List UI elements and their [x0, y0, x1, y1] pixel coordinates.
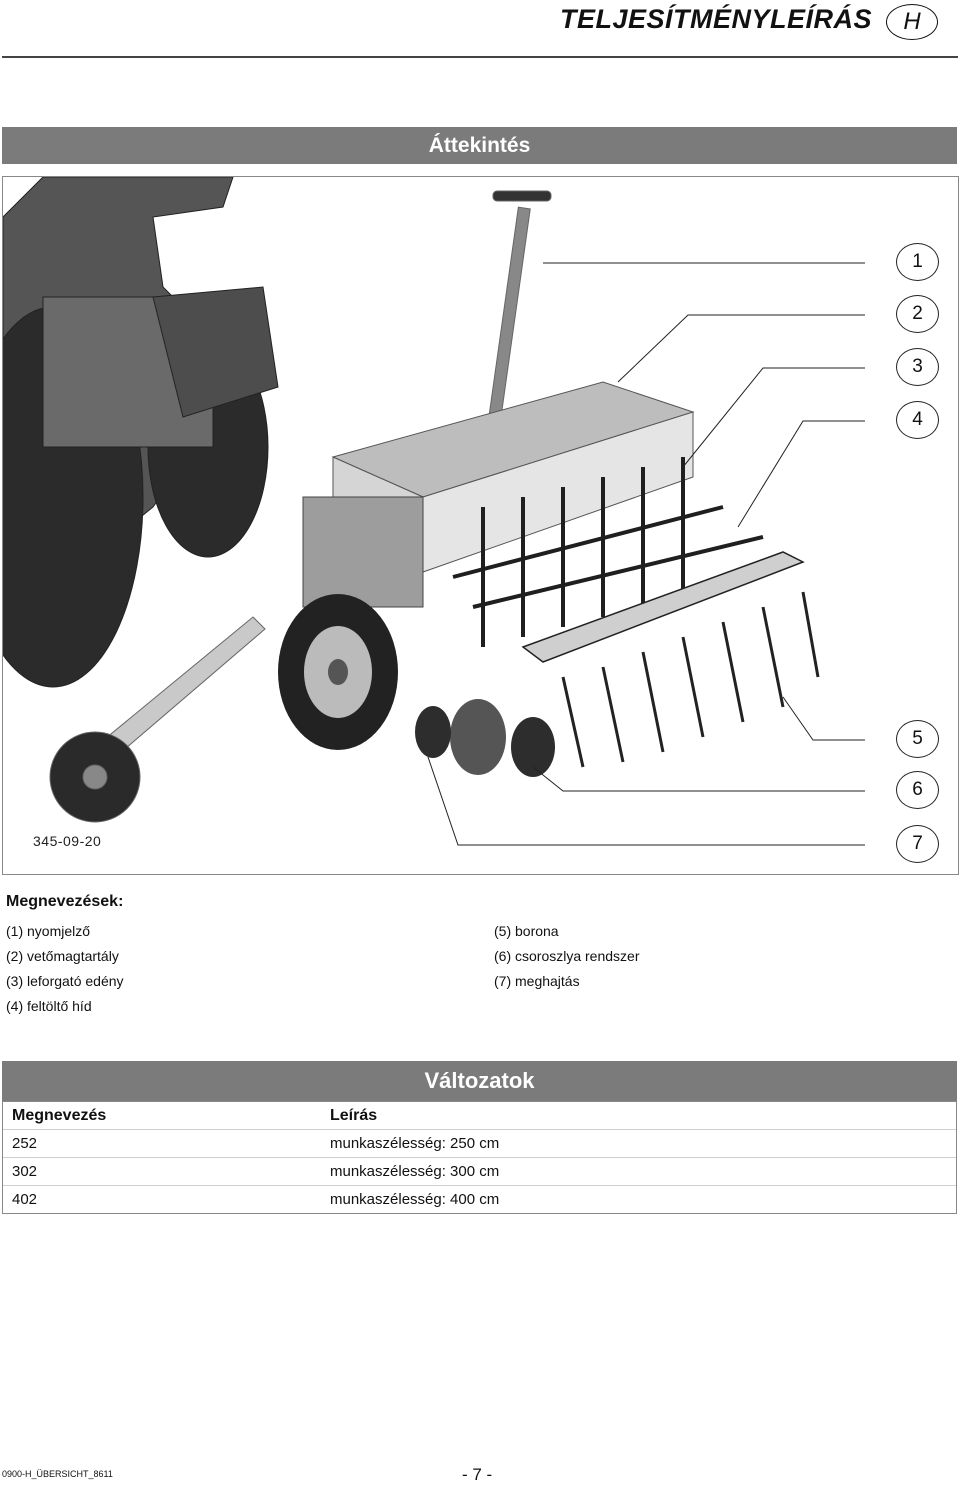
callout-3: 3 — [896, 348, 939, 386]
legend-item: (5) borona — [494, 923, 559, 939]
legend-item: (7) meghajtás — [494, 973, 580, 989]
seed-drill-illustration — [3, 177, 958, 874]
legend-title: Megnevezések: — [6, 893, 124, 910]
column-header-desc: Leírás — [330, 1107, 378, 1124]
callout-7: 7 — [896, 825, 939, 863]
variant-desc: munkaszélesség: 400 cm — [330, 1191, 500, 1208]
callout-6: 6 — [896, 771, 939, 809]
figure-code: 345-09-20 — [33, 833, 102, 849]
variant-desc: munkaszélesség: 250 cm — [330, 1135, 500, 1152]
variant-name: 402 — [12, 1191, 38, 1208]
footer-doc-code: 0900-H_ÜBERSICHT_8611 — [2, 1469, 113, 1479]
overview-section-bar: Áttekintés — [2, 127, 957, 164]
wheel-shape — [278, 594, 398, 750]
legend-item: (3) leforgató edény — [6, 973, 124, 989]
drive-discs-shape — [415, 699, 555, 777]
table-row — [3, 1157, 956, 1185]
variant-name: 252 — [12, 1135, 38, 1152]
variant-desc: munkaszélesség: 300 cm — [330, 1163, 500, 1180]
callout-4: 4 — [896, 401, 939, 439]
callout-5: 5 — [896, 720, 939, 758]
legend-right-column — [494, 919, 640, 994]
legend-left-column — [6, 919, 124, 1019]
variants-section-bar: Változatok — [2, 1061, 957, 1101]
legend-item: (1) nyomjelző — [6, 923, 91, 939]
table-row — [3, 1129, 956, 1157]
tractor-shape — [3, 177, 278, 687]
legend-item: (6) csoroszlya rendszer — [494, 948, 640, 964]
machine-photo — [2, 176, 959, 875]
callout-2: 2 — [896, 295, 939, 333]
legend-item: (2) vetőmagtartály — [6, 948, 119, 964]
language-badge: H — [886, 4, 938, 40]
hopper-shape — [303, 382, 693, 607]
legend-item: (4) feltöltő híd — [6, 998, 92, 1014]
variant-name: 302 — [12, 1163, 38, 1180]
table-row — [3, 1185, 956, 1213]
table-header-row — [3, 1102, 956, 1129]
column-header-name: Megnevezés — [12, 1107, 107, 1124]
header-rule — [2, 56, 958, 58]
callout-1: 1 — [896, 243, 939, 281]
variants-table — [2, 1101, 957, 1214]
page-header-title: TELJESÍTMÉNYLEÍRÁS — [559, 4, 872, 34]
footer-page-number: - 7 - — [462, 1465, 493, 1484]
